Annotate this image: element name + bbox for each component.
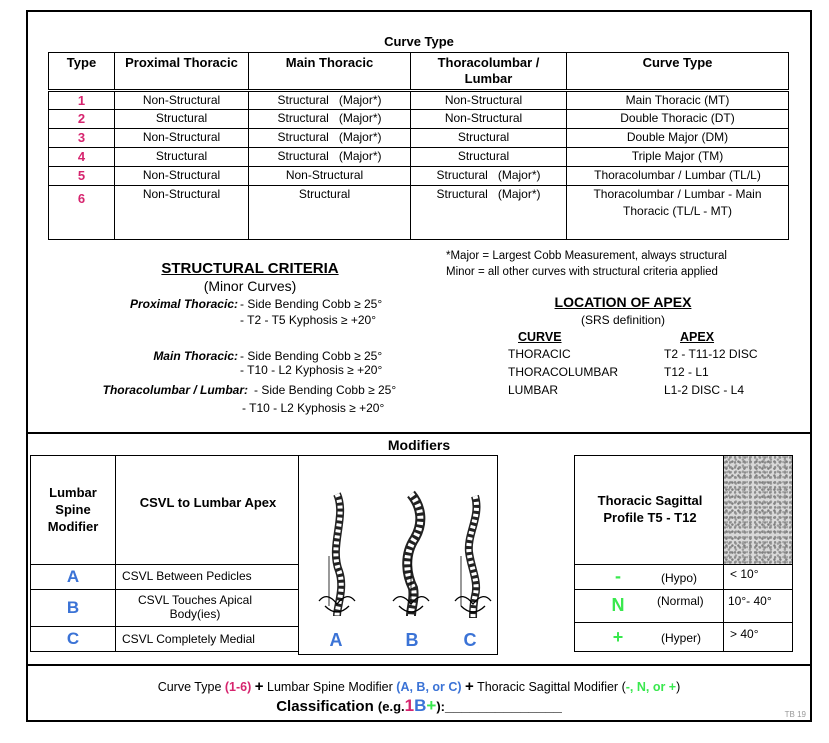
criteria-label: Thoracolumbar / Lumbar: [102,383,248,397]
spine-label-a: A [329,630,343,650]
classification-sheet [26,10,812,722]
example-number: 1 [404,696,415,715]
spine-illustrations [298,455,498,655]
type-number: 3 [49,129,115,148]
proximal-cell: Non-Structural [115,167,249,186]
sagittal-header: Thoracic Sagittal Profile T5 - T12 [597,493,703,525]
example-symbol: + [426,696,437,715]
sagittal-value-hypo: < 10° [730,567,759,581]
formula-paren-close: ) [676,680,681,694]
header-thoracolumbar-lumbar: Thoracolumbar / Lumbar [411,53,567,91]
classification-line [28,696,810,716]
sagittal-value-cell [723,622,793,652]
header-curve-type: Curve Type [567,53,789,91]
formula-curve-range: (1-6) [224,680,252,694]
classification-formula [28,678,810,695]
tl-cell [411,110,567,129]
example-close: ): [436,699,445,714]
apex-col-curve: CURVE [518,330,562,344]
sagittal-value-hyper: > 40° [730,627,759,641]
proximal-cell: Non-Structural [115,129,249,148]
criteria-label: Proximal Thoracic: [129,297,238,311]
main-status: Structural [277,111,329,125]
main-status: Non-Structural [285,168,364,182]
section-divider [28,664,810,666]
proximal-cell: Non-Structural [115,91,249,110]
apex-title: LOCATION OF APEX [554,294,692,310]
major-tag: (Major*) [497,187,541,201]
tl-status: Structural [436,168,488,182]
tl-status: Non-Structural [444,111,523,125]
major-note: *Major = Largest Cobb Measurement, always structural [446,250,727,262]
criteria-line: - T10 - L2 Kyphosis ≥ +20° [242,401,385,415]
classification-blank: ______________ [445,698,562,715]
type-number: 2 [49,110,115,129]
structural-criteria-subtitle: (Minor Curves) [203,278,297,294]
table-row [49,91,789,110]
tl-cell [411,91,567,110]
radiograph-texture [723,455,793,565]
formula-curve-type: Curve Type [157,680,222,694]
corner-mark: TB 19 [784,710,806,719]
sagittal-row-cell [574,589,724,623]
criteria-line: - Side Bending Cobb ≥ 25° [240,349,383,363]
lumbar-letter-a: A [66,567,80,586]
proximal-cell: Structural [115,148,249,167]
main-cell [249,167,411,186]
major-tag: (Major*) [338,149,382,163]
lumbar-desc-c: CSVL Completely Medial [122,632,255,646]
lumbar-desc-cell [115,564,299,590]
lumbar-letter-c: C [66,629,80,648]
main-cell [249,186,411,240]
spine-a-icon [319,494,355,616]
curve-type-cell: Double Thoracic (DT) [567,110,789,129]
apex-curve: THORACOLUMBAR [508,365,619,379]
main-status: Structural [277,93,329,107]
spine-b-icon [393,494,429,616]
tl-cell [411,167,567,186]
apex-curve: THORACIC [508,347,571,361]
main-cell [249,110,411,129]
lumbar-desc-a: CSVL Between Pedicles [122,569,252,583]
sagittal-symbol-normal: N [611,595,625,615]
apex-subtitle: (SRS definition) [580,313,666,327]
header-type: Type [49,53,115,91]
tl-status: Structural [457,130,510,144]
type-number: 5 [49,167,115,186]
formula-lumbar-range: (A, B, or C) [396,680,462,694]
csvl-header-cell [115,455,299,565]
lumbar-modifier-header: Lumbar Spine Modifier [47,485,99,534]
sagittal-symbol-hypo: - [615,566,621,586]
type-number: 1 [49,91,115,110]
lumbar-desc-cell [115,589,299,627]
tl-cell [411,148,567,167]
spine-c-icon [455,496,491,618]
curve-type-title: Curve Type [384,34,454,49]
criteria-label: Main Thoracic: [153,349,238,363]
sagittal-label-normal: (Normal) [657,594,704,608]
lumbar-modifier-header-cell [30,455,116,565]
apex-value: T12 - L1 [664,365,709,379]
apex-col-apex: APEX [680,330,715,344]
curve-type-cell: Double Major (DM) [567,129,789,148]
lumbar-letter-b: B [66,598,80,617]
plus-icon: + [465,678,474,695]
table-row [49,148,789,167]
main-status: Structural [277,149,329,163]
curve-type-cell: Thoracolumbar / Lumbar (TL/L) [567,167,789,186]
formula-lumbar: Lumbar Spine Modifier [267,680,393,694]
formula-paren-open: ( [621,680,626,694]
table-header-row [49,53,789,91]
tl-status: Structural [457,149,510,163]
sagittal-value-cell [723,564,793,590]
main-status: Structural [298,187,351,201]
tl-cell [411,186,567,240]
sagittal-symbol-hyper: + [612,627,624,647]
minor-note: Minor = all other curves with structural criteria applied [446,266,718,278]
apex-value: L1-2 DISC - L4 [664,383,745,397]
curve-type-cell: Main Thoracic (MT) [567,91,789,110]
proximal-cell: Structural [115,110,249,129]
curve-type-table [48,52,789,240]
major-tag: (Major*) [338,93,382,107]
section-divider [28,432,810,434]
formula-sagittal-range: -, N, or + [625,680,677,694]
apex-value: T2 - T11-12 DISC [664,347,758,361]
lumbar-letter-cell [30,589,116,627]
table-row [49,110,789,129]
table-row [49,167,789,186]
criteria-line: - T2 - T5 Kyphosis ≥ +20° [240,313,377,327]
criteria-line: - Side Bending Cobb ≥ 25° [254,383,397,397]
main-cell [249,148,411,167]
table-row [49,129,789,148]
sagittal-label-hyper: (Hyper) [661,631,702,645]
example-open: (e.g. [377,699,405,714]
main-cell [249,129,411,148]
spine-label-b: B [405,630,419,650]
classification-label: Classification [276,698,374,715]
proximal-cell: Non-Structural [115,186,249,240]
csvl-header: CSVL to Lumbar Apex [139,495,277,510]
tl-status: Non-Structural [444,93,523,107]
formula-sagittal: Thoracic Sagittal Modifier [477,680,619,694]
main-cell [249,91,411,110]
table-row [49,186,789,240]
curve-type-cell: Thoracolumbar / Lumbar - Main Thoracic (TL/L - MT) [567,186,789,240]
sagittal-value-normal: 10°- 40° [728,594,772,608]
lumbar-letter-cell [30,564,116,590]
main-status: Structural [277,130,329,144]
plus-icon: + [254,678,264,695]
tl-status: Structural [436,187,488,201]
spine-illustrations-graphic [299,456,497,654]
major-tag: (Major*) [338,130,382,144]
criteria-line: - T10 - L2 Kyphosis ≥ +20° [240,363,383,377]
sagittal-header-cell [574,455,724,565]
example-letter: B [414,696,427,715]
lumbar-desc-b: CSVL Touches Apical Body(ies) [137,593,253,621]
lumbar-letter-cell [30,626,116,652]
lumbar-desc-cell [115,626,299,652]
type-number: 4 [49,148,115,167]
apex-curve: LUMBAR [508,383,559,397]
major-tag: (Major*) [497,168,541,182]
sagittal-row-cell [574,564,724,590]
sagittal-value-cell [723,589,793,623]
curve-type-cell: Triple Major (TM) [567,148,789,167]
modifiers-title: Modifiers [387,437,451,453]
type-number: 6 [49,186,115,240]
major-tag: (Major*) [338,111,382,125]
tl-cell [411,129,567,148]
header-proximal-thoracic: Proximal Thoracic [115,53,249,91]
sagittal-label-hypo: (Hypo) [661,571,698,585]
structural-criteria-title: STRUCTURAL CRITERIA [161,260,339,277]
spine-label-c: C [463,630,477,650]
criteria-line: - Side Bending Cobb ≥ 25° [240,297,383,311]
header-main-thoracic: Main Thoracic [249,53,411,91]
sagittal-row-cell [574,622,724,652]
